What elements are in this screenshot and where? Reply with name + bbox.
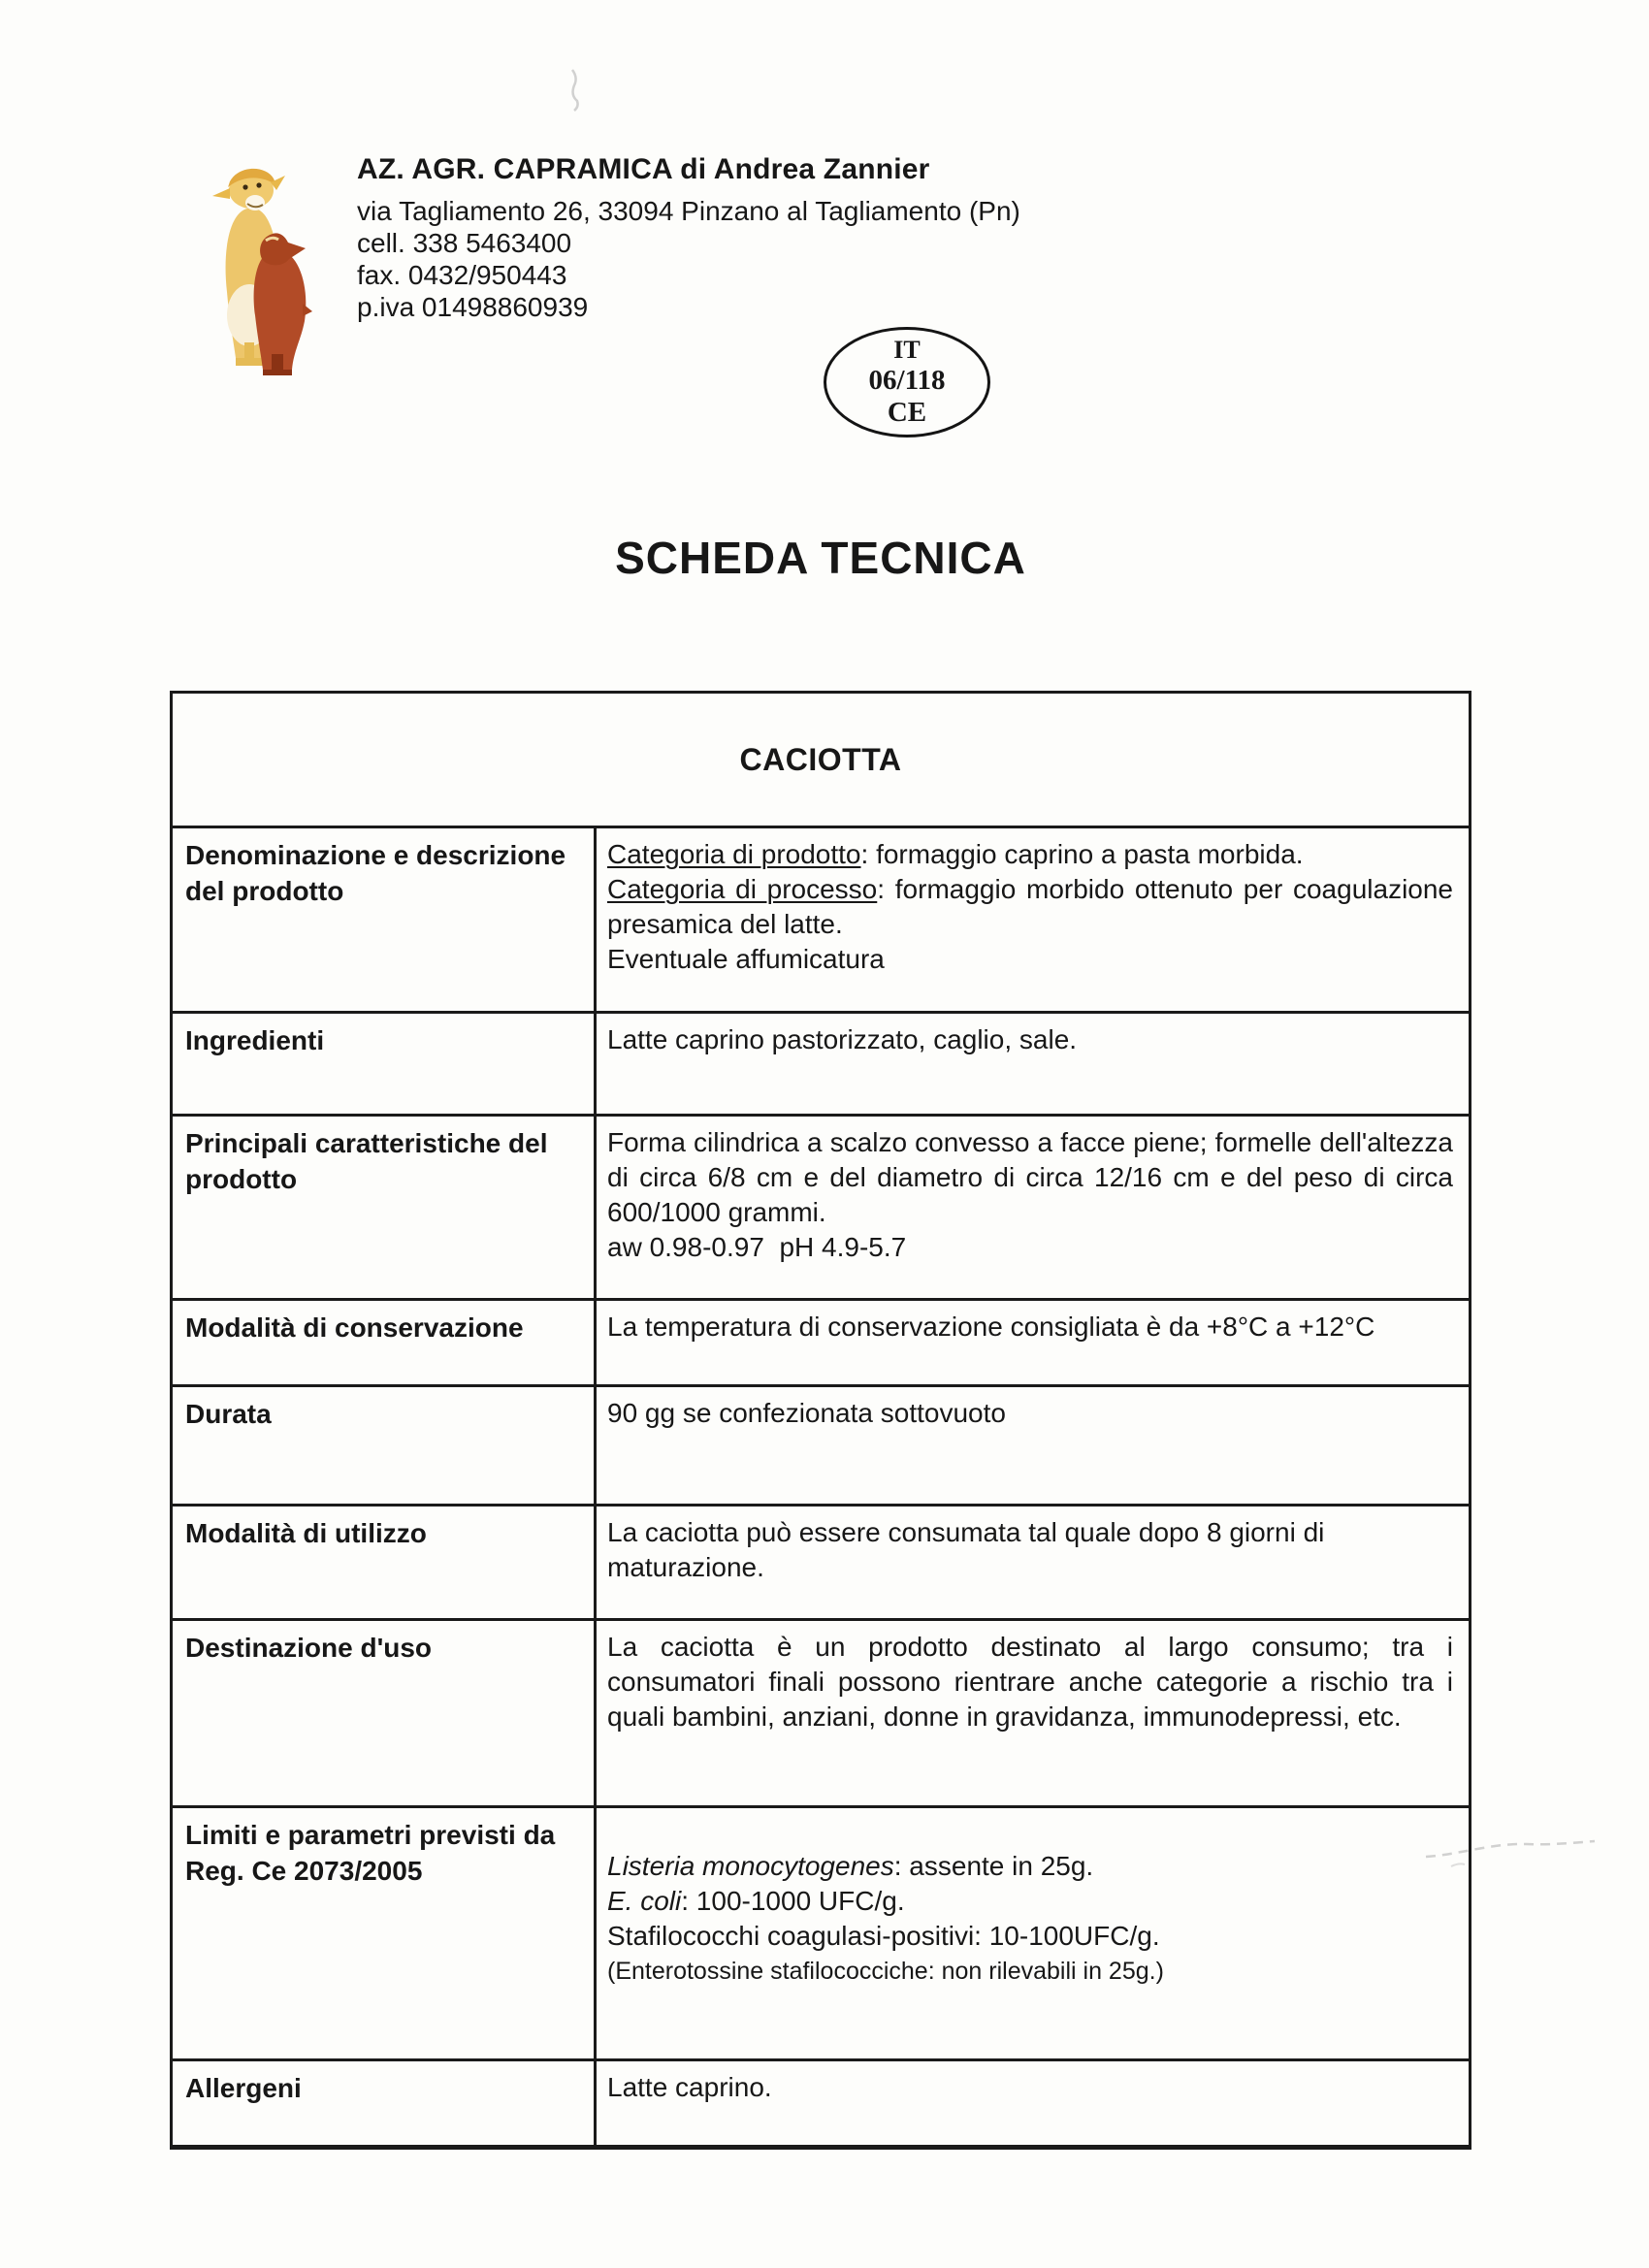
stafilococchi-line: Stafilococchi coagulasi-positivi: 10-100UFC/g. bbox=[607, 1921, 1160, 1951]
product-name: CACIOTTA bbox=[739, 741, 902, 777]
row-content: La caciotta può essere consumata tal quale dopo 8 giorni di maturazione. bbox=[607, 1517, 1325, 1582]
aw-ph-values: aw 0.98-0.97 pH 4.9-5.7 bbox=[607, 1232, 907, 1262]
categoria-processo-term: Categoria di processo bbox=[607, 874, 878, 904]
table-row-allergeni bbox=[173, 2058, 1469, 2145]
product-title-row bbox=[173, 694, 1469, 826]
table-row-caratteristiche bbox=[173, 1114, 1469, 1298]
company-cell: cell. 338 5463400 bbox=[357, 228, 572, 258]
categoria-prodotto-term: Categoria di prodotto bbox=[607, 839, 861, 869]
technical-sheet-table bbox=[170, 691, 1471, 2150]
row-label: Modalità di utilizzo bbox=[173, 1507, 597, 1618]
table-row-ingredienti bbox=[173, 1011, 1469, 1114]
table-row-conservazione bbox=[173, 1298, 1469, 1384]
row-content bbox=[597, 1808, 1469, 2058]
company-piva: p.iva 01498860939 bbox=[357, 292, 589, 322]
categoria-prodotto-value: : formaggio caprino a pasta morbida. bbox=[860, 839, 1304, 869]
table-row-destinazione bbox=[173, 1618, 1469, 1805]
stamp-ce-mark: CE bbox=[887, 397, 927, 428]
stamp-country-code: IT bbox=[893, 336, 921, 364]
company-fax: fax. 0432/950443 bbox=[357, 260, 567, 290]
listeria-line bbox=[607, 1849, 1453, 1884]
goats-logo-icon bbox=[194, 158, 326, 377]
row-label: Modalità di conservazione bbox=[173, 1301, 597, 1384]
row-label: Destinazione d'uso bbox=[173, 1621, 597, 1805]
row-label: Allergeni bbox=[173, 2061, 597, 2145]
ecoli-limit: : 100-1000 UFC/g. bbox=[681, 1886, 905, 1916]
row-label: Denominazione e descrizione del prodotto bbox=[173, 828, 597, 1011]
page-title: SCHEDA TECNICA bbox=[615, 533, 1026, 583]
company-name: AZ. AGR. CAPRAMICA di Andrea Zannier bbox=[357, 153, 930, 185]
ecoli-species: E. coli bbox=[607, 1886, 682, 1916]
affumicatura-note: Eventuale affumicatura bbox=[607, 944, 885, 974]
table-row-utilizzo bbox=[173, 1504, 1469, 1618]
row-content: Latte caprino pastorizzato, caglio, sale. bbox=[607, 1024, 1078, 1054]
stamp-approval-number: 06/118 bbox=[868, 365, 946, 396]
table-row-denominazione bbox=[173, 826, 1469, 1011]
scan-speck bbox=[559, 68, 588, 113]
letterhead bbox=[357, 153, 1020, 323]
categoria-prodotto-line bbox=[607, 837, 1453, 872]
row-content bbox=[597, 1117, 1469, 1298]
row-content bbox=[597, 828, 1469, 1011]
enterotossine-line: (Enterotossine stafilococciche: non rilevabili in 25g.) bbox=[607, 1958, 1164, 1985]
listeria-species: Listeria monocytogenes bbox=[607, 1851, 894, 1881]
table-row-durata bbox=[173, 1384, 1469, 1504]
row-content: La temperatura di conservazione consigliata è da +8°C a +12°C bbox=[607, 1312, 1375, 1342]
forma-description: Forma cilindrica a scalzo convesso a facce piene; formelle dell'altezza di circa 6/8 cm e del diametro di circa 12/16 cm e del peso di circa 600/1000 grammi. bbox=[607, 1127, 1453, 1227]
categoria-processo-value: : formaggio morbido ottenuto per coagulazione presamica del latte. bbox=[607, 874, 1454, 939]
row-label: Ingredienti bbox=[173, 1014, 597, 1114]
table-row-limiti bbox=[173, 1805, 1469, 2058]
row-label: Principali caratteristiche del prodotto bbox=[173, 1117, 597, 1298]
row-content: Latte caprino. bbox=[607, 2072, 772, 2102]
listeria-limit: : assente in 25g. bbox=[893, 1851, 1094, 1881]
row-content: 90 gg se confezionata sottovuoto bbox=[607, 1398, 1006, 1428]
row-label: Durata bbox=[173, 1387, 597, 1504]
row-content: La caciotta è un prodotto destinato al largo consumo; tra i consumatori finali possono rientrare anche categorie a rischio tra i quali bambini, anziani, donne in gravidanza, immunodepressi, etc. bbox=[607, 1632, 1453, 1732]
categoria-processo-line bbox=[607, 872, 1453, 942]
row-label: Limiti e parametri previsti da Reg. Ce 2073/2005 bbox=[173, 1808, 597, 2058]
ecoli-line bbox=[607, 1884, 1453, 1919]
company-address: via Tagliamento 26, 33094 Pinzano al Tagliamento (Pn) bbox=[357, 196, 1020, 226]
ce-oval-stamp bbox=[824, 327, 990, 437]
